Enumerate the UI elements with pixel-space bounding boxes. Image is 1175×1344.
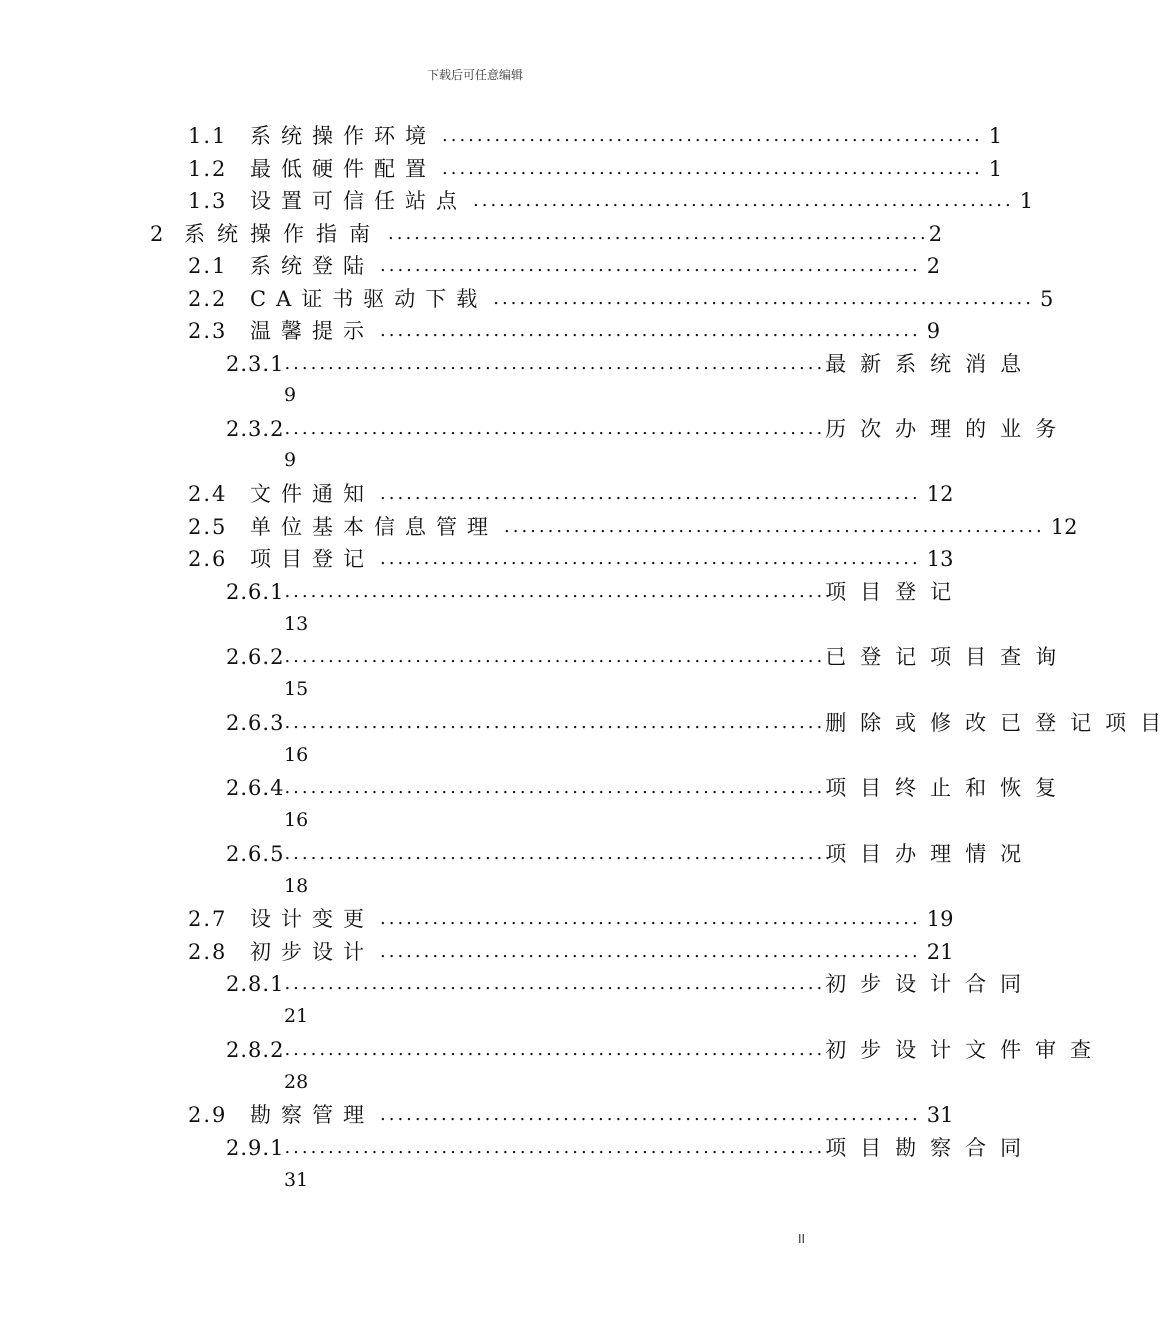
toc-entry-title: 项目勘察合同 — [825, 1136, 1036, 1160]
toc-dot-leader: .............................................................. — [388, 223, 929, 244]
toc-entry-number: 2.3 — [188, 319, 228, 343]
toc-entry[interactable] — [226, 641, 1071, 673]
toc-entry-number: 2.5 — [188, 515, 228, 539]
toc-entry-page: 5 — [1039, 287, 1054, 311]
toc-entry[interactable] — [226, 1132, 1036, 1164]
toc-entry[interactable] — [226, 576, 966, 608]
toc-entry[interactable] — [226, 707, 1175, 739]
toc-entry-page: 13 — [926, 547, 954, 571]
toc-entry[interactable] — [188, 511, 1078, 543]
toc-entry-number: 2.6.4 — [226, 776, 285, 800]
toc-entry-page: 16 — [284, 809, 309, 831]
toc-entry-page: 1 — [988, 157, 1003, 181]
toc-entry-number: 2.4 — [188, 482, 228, 506]
toc-entry-title: CA证书驱动下载 — [250, 287, 488, 311]
toc-dot-leader: .............................................................. — [473, 190, 1014, 211]
toc-entry-title: 项目登记 — [250, 547, 374, 571]
toc-entry-title: 温馨提示 — [250, 319, 374, 343]
toc-entry-page: 31 — [926, 1103, 954, 1127]
toc-entry-page: 19 — [926, 907, 954, 931]
toc-entry-page: 9 — [284, 384, 297, 406]
toc-entry-page: 9 — [284, 449, 297, 471]
toc-dot-leader: .............................................................. — [284, 353, 826, 374]
toc-entry-title: 初步设计 — [250, 940, 374, 964]
toc-entry-number: 2.2 — [188, 287, 228, 311]
toc-entry-page: 21 — [926, 940, 954, 964]
toc-dot-leader: .............................................................. — [380, 941, 921, 962]
toc-entry-page: 2 — [928, 222, 943, 246]
toc-entry-number: 2.8.2 — [226, 1038, 285, 1062]
toc-entry-page: 2 — [926, 254, 941, 278]
toc-entry[interactable] — [150, 218, 943, 250]
toc-entry-page: 1 — [1019, 189, 1034, 213]
toc-entry-title: 系统登陆 — [250, 254, 374, 278]
toc-entry[interactable] — [226, 968, 1036, 1000]
toc-entry-title: 初步设计文件审查 — [825, 1038, 1106, 1062]
toc-entry-title: 系统操作指南 — [184, 222, 382, 246]
toc-entry[interactable] — [188, 120, 1003, 152]
toc-entry-page: 9 — [926, 319, 941, 343]
toc-entry[interactable] — [188, 1099, 954, 1131]
toc-entry-number: 2.1 — [188, 254, 228, 278]
toc-entry-page: 1 — [988, 124, 1003, 148]
toc-entry-title: 最新系统消息 — [825, 352, 1036, 376]
toc-dot-leader: .............................................................. — [493, 288, 1034, 309]
toc-entry[interactable] — [188, 315, 941, 347]
toc-dot-leader: .............................................................. — [284, 1137, 826, 1158]
toc-dot-leader: .............................................................. — [284, 712, 826, 733]
toc-dot-leader: .............................................................. — [380, 1104, 921, 1125]
toc-dot-leader: .............................................................. — [284, 1039, 826, 1060]
toc-entry[interactable] — [188, 153, 1003, 185]
toc-entry-number: 2.7 — [188, 907, 228, 931]
toc-dot-leader: .............................................................. — [380, 320, 921, 341]
toc-entry-number: 2.6 — [188, 547, 228, 571]
toc-entry[interactable] — [226, 1034, 1106, 1066]
toc-entry-page: 18 — [284, 875, 309, 897]
toc-entry-title: 删除或修改已登记项目 — [825, 711, 1175, 735]
toc-dot-leader: .............................................................. — [442, 125, 983, 146]
toc-dot-leader: .............................................................. — [284, 581, 826, 602]
toc-dot-leader: .............................................................. — [380, 483, 921, 504]
toc-entry-number: 2.6.3 — [226, 711, 285, 735]
toc-entry-number: 2.6.5 — [226, 842, 285, 866]
toc-dot-leader: .............................................................. — [284, 418, 826, 439]
toc-entry-page: 13 — [284, 613, 309, 635]
toc-entry[interactable] — [188, 543, 954, 575]
toc-dot-leader: .............................................................. — [284, 646, 826, 667]
toc-entry-number: 2.3.1 — [226, 352, 285, 376]
toc-entry[interactable] — [188, 903, 954, 935]
toc-entry-title: 系统操作环境 — [250, 124, 436, 148]
toc-entry-title: 已登记项目查询 — [825, 645, 1071, 669]
toc-entry[interactable] — [188, 283, 1054, 315]
toc-entry-title: 单位基本信息管理 — [250, 515, 498, 539]
toc-entry[interactable] — [188, 250, 941, 282]
toc-entry-page: 16 — [284, 744, 309, 766]
toc-entry-title: 文件通知 — [250, 482, 374, 506]
toc-entry-number: 2.8 — [188, 940, 228, 964]
toc-entry-number: 1.2 — [188, 157, 228, 181]
toc-entry-page: 31 — [284, 1169, 309, 1191]
toc-entry-number: 2.8.1 — [226, 972, 285, 996]
toc-entry-page: 28 — [284, 1071, 309, 1093]
toc-entry[interactable] — [188, 185, 1034, 217]
toc-dot-leader: .............................................................. — [380, 548, 921, 569]
toc-entry-page: 12 — [1050, 515, 1078, 539]
toc-entry-number: 2.3.2 — [226, 417, 285, 441]
toc-entry-title: 初步设计合同 — [825, 972, 1036, 996]
toc-entry[interactable] — [226, 348, 1036, 380]
toc-entry[interactable] — [226, 772, 1071, 804]
toc-entry[interactable] — [188, 936, 954, 968]
page-header: 下载后可任意编辑 — [426, 68, 523, 82]
toc-entry-number: 2.9.1 — [226, 1136, 285, 1160]
toc-entry-number: 2.9 — [188, 1103, 228, 1127]
toc-dot-leader: .............................................................. — [380, 255, 921, 276]
toc-dot-leader: .............................................................. — [380, 908, 921, 929]
toc-entry-title: 历次办理的业务 — [825, 417, 1071, 441]
toc-entry[interactable] — [188, 478, 954, 510]
toc-entry-number: 1.3 — [188, 189, 228, 213]
toc-dot-leader: .............................................................. — [284, 777, 826, 798]
toc-entry[interactable] — [226, 838, 1036, 870]
toc-entry-number: 2.6.2 — [226, 645, 285, 669]
toc-dot-leader: .............................................................. — [504, 516, 1045, 537]
toc-entry-title: 设置可信任站点 — [250, 189, 467, 213]
toc-entry-title: 勘察管理 — [250, 1103, 374, 1127]
toc-entry-title: 设计变更 — [250, 907, 374, 931]
toc-entry-title: 项目办理情况 — [825, 842, 1036, 866]
toc-entry[interactable] — [226, 413, 1071, 445]
toc-entry-title: 项目终止和恢复 — [825, 776, 1071, 800]
toc-dot-leader: .............................................................. — [284, 843, 826, 864]
toc-entry-number: 2 — [150, 222, 166, 246]
toc-entry-number: 1.1 — [188, 124, 228, 148]
toc-entry-number: 2.6.1 — [226, 580, 285, 604]
toc-entry-page: 21 — [284, 1005, 309, 1027]
toc-dot-leader: .............................................................. — [442, 158, 983, 179]
toc-entry-title: 最低硬件配置 — [250, 157, 436, 181]
toc-entry-page: 12 — [926, 482, 954, 506]
toc-dot-leader: .............................................................. — [284, 973, 826, 994]
toc-entry-page: 15 — [284, 678, 309, 700]
page-number-footer: II — [798, 1232, 806, 1246]
toc-entry-title: 项目登记 — [825, 580, 966, 604]
